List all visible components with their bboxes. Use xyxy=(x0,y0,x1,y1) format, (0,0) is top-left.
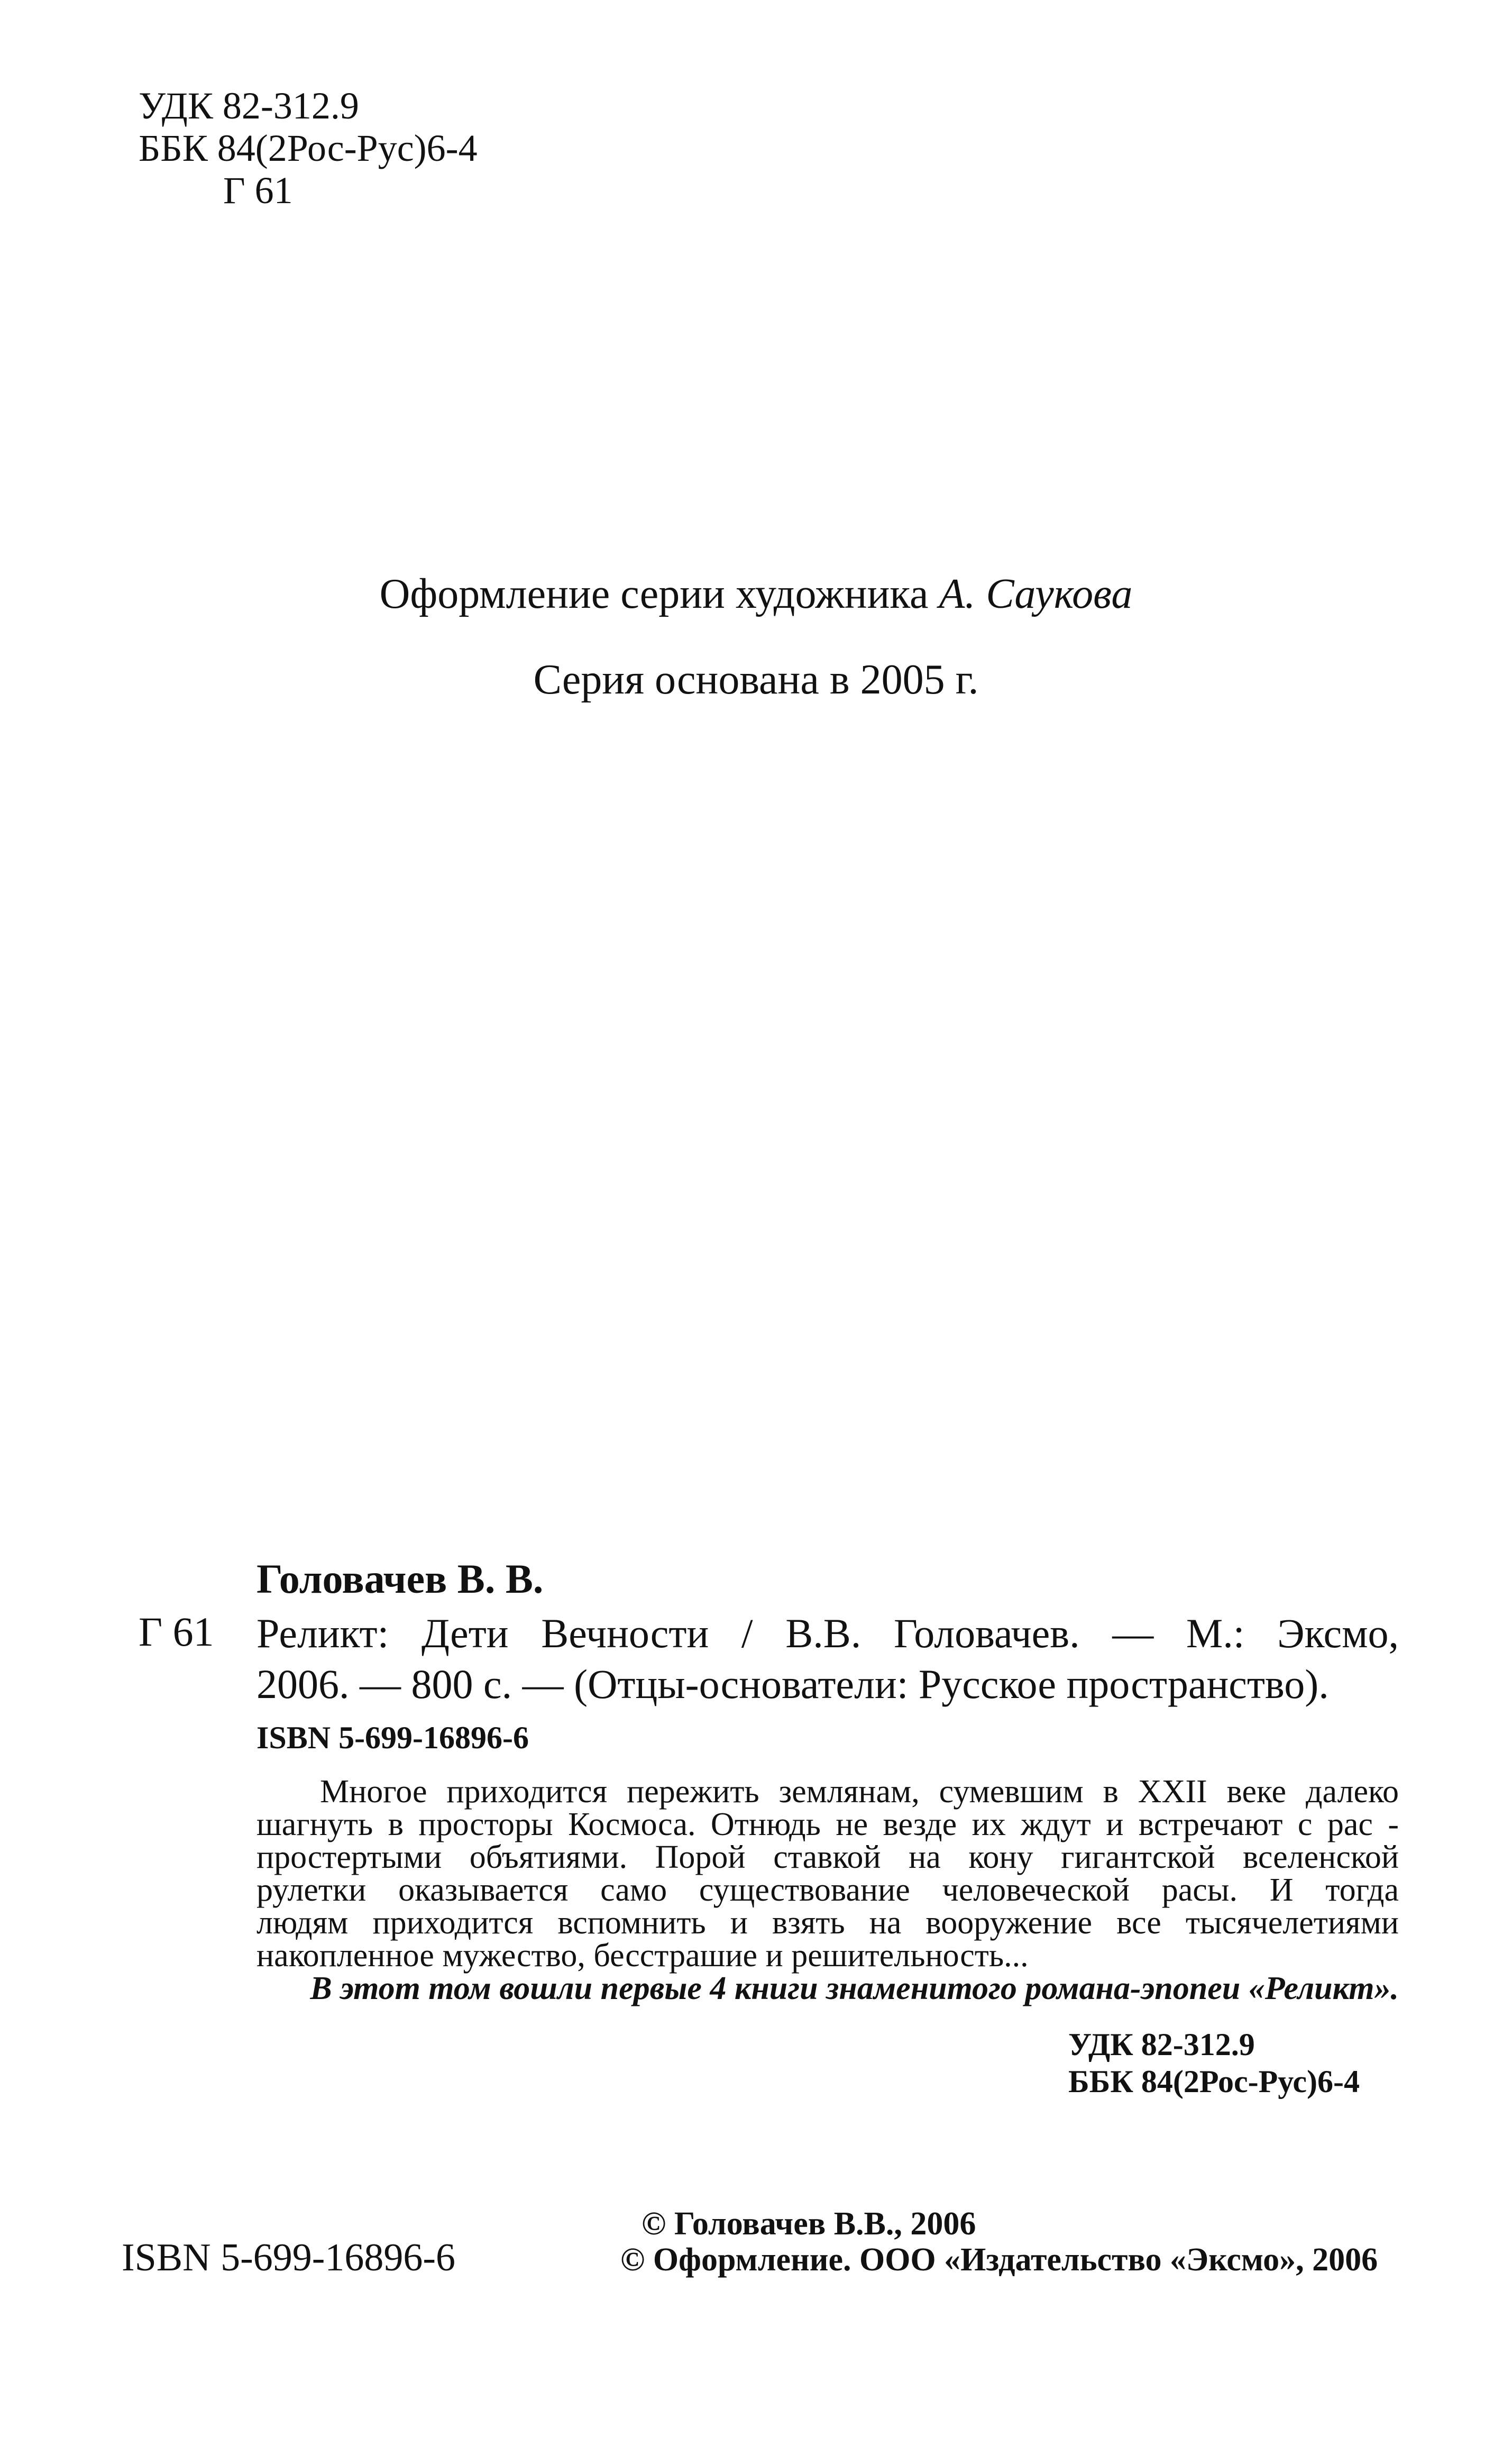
record-classification xyxy=(1068,2026,1360,2100)
series-design-artist: А. Саукова xyxy=(939,571,1133,617)
annotation-note: В этот том вошли первые 4 книги знаменитого романа-эпопеи «Реликт». xyxy=(310,1970,1399,2006)
copyright-author: © Головачев В.В., 2006 xyxy=(642,2206,976,2242)
copyright-block xyxy=(620,2206,1378,2278)
annotation xyxy=(256,1775,1399,2005)
series-founded: Серия основана в 2005 г. xyxy=(533,656,979,703)
annotation-line: Многое приходится пережить землянам, сумевшим в XXII веке далеко xyxy=(320,1774,1399,1810)
annotation-line: накопленное мужество, бесстрашие и решительность... xyxy=(256,1938,1029,1974)
author-mark: Г 61 xyxy=(223,169,293,212)
record-author-mark: Г 61 xyxy=(139,1609,214,1655)
udk-code: УДК 82-312.9 xyxy=(139,85,359,127)
annotation-line: людям приходится вспомнить и взять на вооружение все тысячелетиями xyxy=(256,1905,1399,1941)
description-line: Реликт: Дети Вечности / В.В. Головачев. — М.: Эксмо, xyxy=(256,1610,1399,1656)
record-description xyxy=(256,1608,1399,1710)
series-design-credit xyxy=(0,570,1512,618)
record-author: Головачев В. В. xyxy=(256,1556,544,1602)
classification-block xyxy=(139,85,478,212)
copyright-design: © Оформление. ООО «Издательство «Эксмо», 2006 xyxy=(620,2242,1378,2278)
annotation-line: шагнуть в просторы Космоса. Отнюдь не везде их ждут и встречают с рас - xyxy=(256,1806,1399,1842)
record-isbn: ISBN 5-699-16896-6 xyxy=(256,1720,529,1755)
bbk-code: ББК 84(2Рос-Рус)6-4 xyxy=(139,127,478,169)
series-design-prefix: Оформление серии художника xyxy=(379,571,929,617)
description-line: 2006. — 800 с. — (Отцы-основатели: Русское пространство). xyxy=(256,1661,1329,1707)
annotation-line: простертыми объятиями. Порой ставкой на кону гигантской вселенской xyxy=(256,1839,1399,1875)
record-bbk: ББК 84(2Рос-Рус)6-4 xyxy=(1068,2064,1360,2099)
footer-isbn: ISBN 5-699-16896-6 xyxy=(122,2236,456,2279)
annotation-line: рулетки оказывается само существование человеческой расы. И тогда xyxy=(256,1872,1399,1908)
record-udk: УДК 82-312.9 xyxy=(1068,2027,1255,2062)
